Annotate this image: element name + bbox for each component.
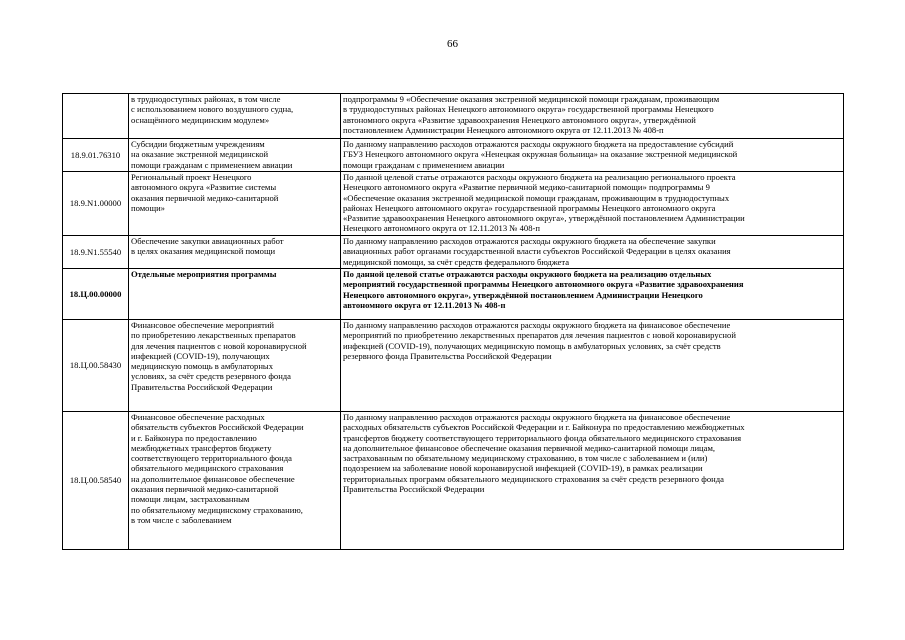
article-name-line: обязательного медицинского страхования <box>131 463 284 474</box>
article-name-cell <box>129 412 341 550</box>
article-description-line: постановлением Администрации Ненецкого автономного округа от 12.11.2013 № 408-п <box>343 124 664 135</box>
article-description-cell <box>341 412 844 550</box>
article-description-line: По данному направлению расходов отражаются расходы окружного бюджета на предоставление субсидий <box>343 139 734 149</box>
article-name-cell <box>129 269 341 320</box>
article-name-line: Региональный проект Ненецкого <box>131 172 252 182</box>
article-description-line: расходных обязательств субъектов Российской Федерации и г. Байконура по предоставлению межбюджетных <box>343 422 745 433</box>
article-description-line: «Развитие здравоохранения Ненецкого автономного округа», утверждённой постановлением Администрации <box>343 213 745 224</box>
article-description-line: застрахованным по обязательному медицинскому страхованию, в том числе с заболеванием и (или) <box>343 453 708 464</box>
target-article-code: 18.9.N1.00000 <box>63 172 129 236</box>
article-name-line: инфекцией (COVID-19), получающих <box>131 350 270 361</box>
table-row <box>63 172 844 236</box>
target-article-code: 18.Ц.00.00000 <box>63 269 129 320</box>
budget-classification-table <box>62 93 844 550</box>
article-description-line: «Обеспечение оказания экстренной медицинской помощи гражданам, проживающим в труднодоступных <box>343 192 730 203</box>
article-name-line: помощи» <box>131 202 165 213</box>
article-description-line: трансфертов бюджету соответствующего территориального фонда обязательного медицинского страхования <box>343 432 742 443</box>
table-row <box>63 320 844 412</box>
article-description-line: резервного фонда Правительства Российской Федерации <box>343 350 552 361</box>
article-name-line: для лечения пациентов с новой коронавирусной <box>131 340 307 351</box>
target-article-code <box>63 94 129 139</box>
article-description-line: По данному направлению расходов отражаются расходы окружного бюджета на финансовое обеспечение <box>343 412 731 422</box>
article-description-line: ГБУЗ Ненецкого автономного округа «Ненецкая окружная больница» на оказание экстренной медицинской <box>343 149 738 160</box>
article-name-cell <box>129 94 341 139</box>
article-description-line: на дополнительное финансовое обеспечение оказания первичной медико-санитарной помощи лицам, <box>343 442 716 453</box>
article-name-line: автономного округа «Развитие системы <box>131 182 277 193</box>
article-name-line: оснащённого медицинским модулем» <box>131 114 270 125</box>
article-description-line: автономного округа «Развитие здравоохранения Ненецкого автономного округа», утверждённой <box>343 114 696 125</box>
article-name-line: оказания первичной медико-санитарной <box>131 192 279 203</box>
table-row <box>63 412 844 550</box>
article-name-line: Финансовое обеспечение мероприятий <box>131 320 275 330</box>
target-article-code: 18.9.N1.55540 <box>63 236 129 269</box>
table-row <box>63 236 844 269</box>
page-number: 66 <box>447 38 458 50</box>
article-name-line: в том числе с заболеванием <box>131 514 232 525</box>
target-article-code: 18.9.01.76310 <box>63 139 129 172</box>
article-name-line: помощи гражданам с применением авиации <box>131 159 293 170</box>
article-name-line: на дополнительное финансовое обеспечение <box>131 473 295 484</box>
article-name-line: оказания первичной медико-санитарной <box>131 484 279 495</box>
article-description-line: подозрением на заболевание новой коронавирусной инфекцией (COVID-19), в рамках реализации <box>343 463 703 474</box>
article-name-line: в труднодоступных районах, в том числе <box>131 94 281 104</box>
table-row <box>63 94 844 139</box>
article-description-line: подпрограммы 9 «Обеспечение оказания экстренной медицинской помощи гражданам, проживающим <box>343 94 720 104</box>
article-name-line: в целях оказания медицинской помощи <box>131 246 276 257</box>
article-name-line: с использованием нового воздушного судна, <box>131 104 294 115</box>
table-row <box>63 269 844 320</box>
article-name-line: Правительства Российской Федерации <box>131 381 273 392</box>
article-name-cell <box>129 236 341 269</box>
article-description-line: По данному направлению расходов отражаются расходы окружного бюджета на финансовое обеспечение <box>343 320 731 330</box>
article-name-cell <box>129 139 341 172</box>
article-name-line: Обеспечение закупки авиационных работ <box>131 236 284 246</box>
article-name-line: на оказание экстренной медицинской <box>131 149 269 160</box>
article-name-line: Отдельные мероприятия программы <box>131 269 277 279</box>
article-name-line: по приобретению лекарственных препаратов <box>131 330 296 341</box>
article-name-line: медицинскую помощь в амбулаторных <box>131 361 274 372</box>
article-name-line: Субсидии бюджетным учреждениям <box>131 139 265 149</box>
article-description-line: медицинской помощи, за счёт средств федерального бюджета <box>343 256 570 267</box>
article-description-line: Правительства Российской Федерации <box>343 484 485 495</box>
article-description-line: мероприятий по приобретению лекарственных препаратов для лечения пациентов с новой коронавирусной <box>343 330 736 341</box>
article-description-cell <box>341 320 844 412</box>
article-description-cell <box>341 139 844 172</box>
article-description-line: По данной целевой статье отражаются расходы окружного бюджета на реализацию регионального проекта <box>343 172 736 182</box>
target-article-code: 18.Ц.00.58430 <box>63 320 129 412</box>
article-description-line: автономного округа от 12.11.2013 № 408-п <box>343 299 506 310</box>
article-description-line: авиационных работ органами государственной власти субъектов Российской Федерации в целях оказания <box>343 246 731 257</box>
target-article-code: 18.Ц.00.58540 <box>63 412 129 550</box>
article-name-line: Финансовое обеспечение расходных <box>131 412 265 422</box>
article-name-line: и г. Байконура по предоставлению <box>131 432 257 443</box>
article-description-line: районах Ненецкого автономного округа» государственной программы Ненецкого автономного округа <box>343 202 716 213</box>
article-name-line: соответствующего территориального фонда <box>131 453 292 464</box>
article-description-line: в труднодоступных районах Ненецкого автономного округа» государственной программы Ненецкого <box>343 104 714 115</box>
article-description-line: Ненецкого автономного округа «Развитие первичной медико-санитарной помощи» подпрограммы 9 <box>343 182 710 193</box>
article-description-cell <box>341 269 844 320</box>
article-description-line: территориальных программ обязательного медицинского страхования за счёт средств резервного фонда <box>343 473 724 484</box>
article-description-line: По данному направлению расходов отражаются расходы окружного бюджета на обеспечение закупки <box>343 236 716 246</box>
article-description-line: По данной целевой статье отражаются расходы окружного бюджета на реализацию отдельных <box>343 269 712 279</box>
article-name-cell <box>129 320 341 412</box>
article-description-line: Ненецкого автономного округа», утверждённой постановлением Администрации Ненецкого <box>343 289 703 300</box>
article-description-line: инфекцией (COVID-19), получающих медицинскую помощь в амбулаторных условиях, за счёт средств <box>343 340 721 351</box>
article-name-cell <box>129 172 341 236</box>
article-description-cell <box>341 236 844 269</box>
article-name-line: помощи лицам, застрахованным <box>131 494 250 505</box>
article-name-line: обязательств субъектов Российской Федерации <box>131 422 304 433</box>
article-name-line: межбюджетных трансфертов бюджету <box>131 442 272 453</box>
article-description-line: мероприятий государственной программы Ненецкого автономного округа «Развитие здравоохранения <box>343 279 744 290</box>
article-description-line: Ненецкого автономного округа от 12.11.2013 № 408-п <box>343 223 540 234</box>
article-name-line: условиях, за счёт средств резервного фонда <box>131 371 291 382</box>
article-description-line: помощи гражданам с применением авиации <box>343 159 505 170</box>
article-description-cell <box>341 94 844 139</box>
article-name-line: по обязательному медицинскому страхованию, <box>131 504 303 515</box>
article-description-cell <box>341 172 844 236</box>
table-row <box>63 139 844 172</box>
